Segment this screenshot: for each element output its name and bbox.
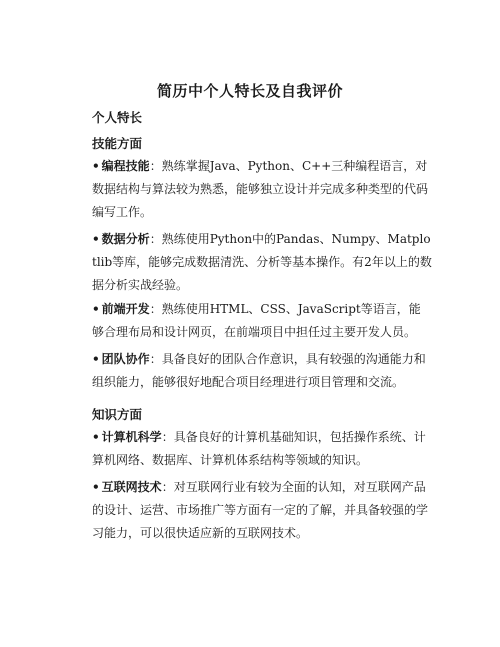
term-separator: ：: [161, 480, 174, 494]
subsection-heading-knowledge: 知识方面: [92, 407, 143, 422]
skill-text: 具备良好的团队合作意识，具有较强的沟通能力和组织能力，能够很好地配合项目经理进行项目管理和交流。: [92, 352, 426, 389]
skill-item-programming: [92, 155, 432, 224]
subsection-heading-skills: 技能方面: [92, 136, 143, 151]
bullet-point: •: [92, 302, 100, 316]
term-separator: ：: [149, 302, 162, 316]
term-separator: ：: [149, 159, 162, 173]
skill-term: 团队协作: [101, 352, 150, 366]
skill-item-teamwork: [92, 348, 432, 394]
knowledge-text: 对互联网行业有较为全面的认知，对互联网产品的设计、运营、市场推广等方面有一定的了解，并具备较强的学习能力，可以很快适应新的互联网技术。: [92, 480, 429, 540]
knowledge-term: 互联网技术: [101, 480, 162, 494]
knowledge-item-computer-science: [92, 426, 432, 472]
skill-text: 熟练使用Python中的Pandas、Numpy、Matplotlib等库，能够完成数据清洗、分析等基本操作。有2年以上的数据分析实战经验。: [92, 232, 432, 292]
skill-term: 编程技能: [101, 159, 150, 173]
term-separator: ：: [161, 430, 174, 444]
bullet-point: •: [92, 430, 100, 444]
bullet-point: •: [92, 159, 100, 173]
section-heading-personal-strengths: 个人特长: [92, 110, 143, 125]
skill-item-data-analysis: [92, 228, 432, 297]
bullet-point: •: [92, 352, 100, 366]
bullet-point: •: [92, 480, 100, 494]
knowledge-item-internet-tech: [92, 476, 432, 545]
term-separator: ：: [149, 352, 162, 366]
skill-text: 熟练使用HTML、CSS、JavaScript等语言，能够合理布局和设计网页，在前端项目中担任过主要开发人员。: [92, 302, 421, 339]
skill-term: 数据分析: [101, 232, 150, 246]
term-separator: ：: [149, 232, 162, 246]
skill-term: 前端开发: [101, 302, 150, 316]
knowledge-text: 具备良好的计算机基础知识，包括操作系统、计算机网络、数据库、计算机体系结构等领域的知识。: [92, 430, 426, 467]
skill-text: 熟练掌握Java、Python、C++三种编程语言，对数据结构与算法较为熟悉，能够独立设计并完成多种类型的代码编写工作。: [92, 159, 429, 219]
document-title: 简历中个人特长及自我评价: [156, 82, 343, 100]
bullet-point: •: [92, 232, 100, 246]
skill-item-frontend: [92, 298, 432, 344]
knowledge-term: 计算机科学: [101, 430, 162, 444]
